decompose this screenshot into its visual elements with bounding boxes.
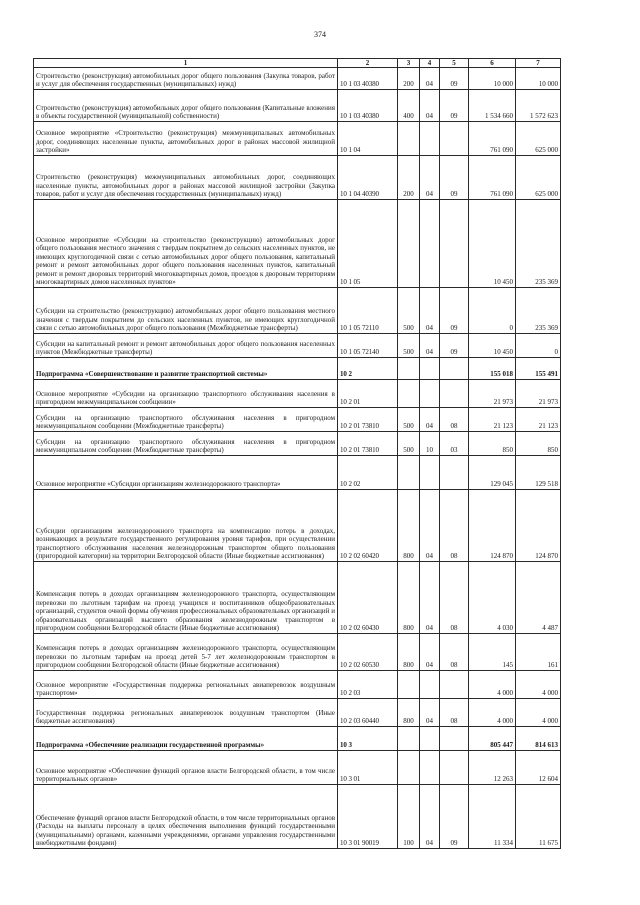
row-sum-2: 11 675 (516, 785, 561, 849)
row-rz: 04 (420, 490, 440, 562)
row-rz (420, 456, 440, 490)
row-vr (398, 380, 420, 408)
row-sum-2: 1 572 623 (516, 90, 561, 122)
row-code: 10 1 05 72110 (338, 288, 398, 334)
row-name: Строительство (реконструкция) межмуниципальных автомобильных дорог, соединяющих населенные пункты, автомобильных дорог в районах массовой жилищной застройки (Закупка товаров, работ и услуг для обеспечения государственных (муниципальных) нужд) (34, 156, 338, 200)
row-sum-1: 761 090 (469, 122, 516, 156)
table-body (34, 68, 561, 849)
row-sum-1: 805 447 (469, 727, 516, 751)
row-vr: 200 (398, 68, 420, 90)
row-sum-1: 761 090 (469, 156, 516, 200)
row-code: 10 1 05 (338, 200, 398, 288)
table-header-row (34, 59, 561, 68)
row-rz (420, 122, 440, 156)
row-pr: 09 (440, 156, 469, 200)
row-vr: 500 (398, 432, 420, 456)
row-pr: 08 (440, 699, 469, 727)
header-col-3: 3 (398, 59, 420, 68)
row-name: Основное мероприятие «Строительство (реконструкция) межмуниципальных автомобильных дорог, соединяющих населенные пункты, автомобильных дорог в районах массовой жилищной застройки» (34, 122, 338, 156)
row-sum-2: 4 487 (516, 562, 561, 634)
row-pr: 09 (440, 334, 469, 358)
row-name: Компенсация потерь в доходах организациям железнодорожного транспорта, осуществляющим перевозки по льготным тарифам на проезд детей 5-7 лет железнодорожным транспортом в пригородном сообщении Белгородской области (Иные бюджетные ассигнования) (34, 634, 338, 671)
header-col-4: 4 (420, 59, 440, 68)
table-row (34, 200, 561, 288)
row-pr: 08 (440, 408, 469, 432)
row-vr: 100 (398, 785, 420, 849)
row-name: Основное мероприятие «Государственная поддержка региональных авиаперевозок воздушным транспортом» (34, 671, 338, 699)
table-row (34, 288, 561, 334)
row-rz: 04 (420, 90, 440, 122)
table-row (34, 334, 561, 358)
row-pr (440, 200, 469, 288)
row-pr (440, 380, 469, 408)
row-code: 10 3 01 (338, 751, 398, 785)
row-vr: 500 (398, 288, 420, 334)
header-col-5: 5 (440, 59, 469, 68)
row-pr: 09 (440, 90, 469, 122)
row-rz: 04 (420, 562, 440, 634)
row-pr: 09 (440, 785, 469, 849)
table-row (34, 562, 561, 634)
row-vr (398, 456, 420, 490)
row-code: 10 2 02 60420 (338, 490, 398, 562)
row-code: 10 2 02 60430 (338, 562, 398, 634)
row-rz: 04 (420, 334, 440, 358)
row-pr: 03 (440, 432, 469, 456)
row-pr: 08 (440, 634, 469, 671)
row-pr: 09 (440, 288, 469, 334)
row-sum-2: 21 123 (516, 408, 561, 432)
row-rz (420, 200, 440, 288)
table-row (34, 432, 561, 456)
row-sum-1: 155 018 (469, 358, 516, 380)
row-sum-2: 155 491 (516, 358, 561, 380)
header-col-1: 1 (34, 59, 338, 68)
row-sum-1: 11 334 (469, 785, 516, 849)
row-sum-2: 21 973 (516, 380, 561, 408)
row-vr: 400 (398, 90, 420, 122)
row-vr: 500 (398, 408, 420, 432)
row-vr (398, 122, 420, 156)
row-name: Субсидии на организацию транспортного обслуживания населения в пригородном межмуниципальном сообщении (Межбюджетные трансферты) (34, 408, 338, 432)
row-name: Субсидии организациям железнодорожного транспорта на компенсацию потерь в доходах, возникающих в результате государственного регулирования уровня тарифов, при осуществлении транспортного обслуживания населения железнодорожным транспортом общего пользования (пригородной категории) на территории Белгородской области (Иные бюджетные ассигнования) (34, 490, 338, 562)
row-sum-2: 235 369 (516, 288, 561, 334)
row-code: 10 2 02 (338, 456, 398, 490)
row-name: Подпрограмма «Обеспечение реализации государственной программы» (34, 727, 338, 751)
row-name: Подпрограмма «Совершенствование и развитие транспортной системы» (34, 358, 338, 380)
row-name: Субсидии на организацию транспортного обслуживания населения в пригородном межмуниципальном сообщении (Межбюджетные трансферты) (34, 432, 338, 456)
row-code: 10 3 (338, 727, 398, 751)
row-sum-1: 850 (469, 432, 516, 456)
row-pr (440, 456, 469, 490)
row-name: Строительство (реконструкция) автомобильных дорог общего пользования (Закупка товаров, работ и услуг для обеспечения государственных (муниципальных) нужд) (34, 68, 338, 90)
row-sum-1: 129 045 (469, 456, 516, 490)
table-row (34, 380, 561, 408)
table-row (34, 490, 561, 562)
row-name: Основное мероприятие «Обеспечение функций органов власти Белгородской области, в том числе территориальных органов» (34, 751, 338, 785)
row-rz: 04 (420, 156, 440, 200)
row-name: Компенсация потерь в доходах организациям железнодорожного транспорта, осуществляющим перевозки по льготным тарифам на проезд учащихся и воспитанников общеобразовательных организаций, студентов очной формы обучения профессиональных образовательных организаций и образовательных организаций высшего образования железнодорожным транспортом в пригородном сообщении Белгородской области (Иные бюджетные ассигнования) (34, 562, 338, 634)
row-sum-1: 4 030 (469, 562, 516, 634)
row-rz (420, 671, 440, 699)
row-code: 10 2 01 73810 (338, 432, 398, 456)
row-code: 10 2 03 (338, 671, 398, 699)
row-code: 10 1 03 40380 (338, 68, 398, 90)
row-rz: 04 (420, 785, 440, 849)
row-pr: 08 (440, 490, 469, 562)
row-name: Основное мероприятие «Субсидии на строительство (реконструкцию) автомобильных дорог общего пользования местного значения с твердым покрытием до сельских населенных пунктов, не имеющих круглогодичной связи с сетью автомобильных дорог общего пользования, капитальный ремонт и ремонт автомобильных дорог общего пользования населенных пунктов, капитальный ремонт и ремонт дворовых территорий многоквартирных домов, проездов к дворовым территориям многоквартирных домов населенных пунктов» (34, 200, 338, 288)
table-row (34, 785, 561, 849)
row-sum-2: 4 000 (516, 699, 561, 727)
header-col-7: 7 (516, 59, 561, 68)
row-vr: 800 (398, 562, 420, 634)
row-sum-2: 4 000 (516, 671, 561, 699)
row-sum-2: 625 000 (516, 156, 561, 200)
table-row (34, 634, 561, 671)
row-name: Субсидии на строительство (реконструкцию) автомобильных дорог общего пользования местного значения с твердым покрытием до сельских населенных пунктов, не имеющих круглогодичной связи с сетью автомобильных дорог общего пользования (Межбюджетные трансферты) (34, 288, 338, 334)
row-pr: 08 (440, 562, 469, 634)
row-sum-1: 124 870 (469, 490, 516, 562)
table-row (34, 68, 561, 90)
row-rz (420, 751, 440, 785)
row-rz: 10 (420, 432, 440, 456)
row-code: 10 2 02 60530 (338, 634, 398, 671)
row-code: 10 1 04 40390 (338, 156, 398, 200)
row-name: Субсидии на капитальный ремонт и ремонт автомобильных дорог общего пользования населенных пунктов (Межбюджетные трансферты) (34, 334, 338, 358)
row-vr (398, 671, 420, 699)
row-sum-2: 0 (516, 334, 561, 358)
row-sum-1: 0 (469, 288, 516, 334)
page-number: 374 (314, 30, 326, 39)
row-name: Строительство (реконструкция) автомобильных дорог общего пользования (Капитальные вложения в объекты государственной (муниципальной) собственности) (34, 90, 338, 122)
row-sum-2: 850 (516, 432, 561, 456)
row-rz: 04 (420, 699, 440, 727)
row-code: 10 2 01 73810 (338, 408, 398, 432)
row-vr (398, 200, 420, 288)
row-sum-2: 12 604 (516, 751, 561, 785)
row-code: 10 2 03 60440 (338, 699, 398, 727)
row-rz: 04 (420, 288, 440, 334)
row-name: Основное мероприятие «Субсидии организациям железнодорожного транспорта» (34, 456, 338, 490)
row-pr (440, 751, 469, 785)
table-row (34, 122, 561, 156)
row-pr (440, 671, 469, 699)
row-sum-1: 21 123 (469, 408, 516, 432)
row-sum-2: 10 000 (516, 68, 561, 90)
row-name: Обеспечение функций органов власти Белгородской области, в том числе территориальных органов (Расходы на выплаты персоналу в целях обеспечения выполнения функций государственными (муниципальными) органами, казенными учреждениями, органами управления государственными внебюджетными фондами) (34, 785, 338, 849)
row-sum-2: 124 870 (516, 490, 561, 562)
row-sum-1: 1 534 660 (469, 90, 516, 122)
row-code: 10 1 03 40380 (338, 90, 398, 122)
row-rz: 04 (420, 68, 440, 90)
row-vr (398, 727, 420, 751)
budget-table (33, 58, 561, 849)
row-rz (420, 727, 440, 751)
row-pr (440, 727, 469, 751)
row-code: 10 3 01 90019 (338, 785, 398, 849)
table-row (34, 727, 561, 751)
table-row (34, 408, 561, 432)
row-code: 10 2 (338, 358, 398, 380)
row-sum-2: 161 (516, 634, 561, 671)
table-row (34, 751, 561, 785)
row-pr: 09 (440, 68, 469, 90)
header-col-2: 2 (338, 59, 398, 68)
row-sum-2: 814 613 (516, 727, 561, 751)
row-vr (398, 358, 420, 380)
row-sum-2: 235 369 (516, 200, 561, 288)
table-row (34, 358, 561, 380)
row-name: Государственная поддержка региональных авиаперевозок воздушным транспортом (Иные бюджетные ассигнования) (34, 699, 338, 727)
row-pr (440, 122, 469, 156)
row-sum-1: 10 000 (469, 68, 516, 90)
table-row (34, 671, 561, 699)
row-sum-1: 4 000 (469, 699, 516, 727)
row-rz: 04 (420, 408, 440, 432)
row-rz: 04 (420, 634, 440, 671)
row-code: 10 1 05 72140 (338, 334, 398, 358)
row-rz (420, 380, 440, 408)
row-pr (440, 358, 469, 380)
row-code: 10 1 04 (338, 122, 398, 156)
table-row (34, 699, 561, 727)
table-row (34, 156, 561, 200)
row-sum-1: 12 263 (469, 751, 516, 785)
row-sum-1: 10 450 (469, 334, 516, 358)
row-vr: 800 (398, 699, 420, 727)
row-vr: 500 (398, 334, 420, 358)
row-vr: 800 (398, 490, 420, 562)
row-vr: 200 (398, 156, 420, 200)
row-vr: 800 (398, 634, 420, 671)
table-row (34, 456, 561, 490)
row-sum-2: 129 518 (516, 456, 561, 490)
row-name: Основное мероприятие «Субсидии на организацию транспортного обслуживания населения в пригородном межмуниципальном сообщении» (34, 380, 338, 408)
row-rz (420, 358, 440, 380)
row-sum-2: 625 000 (516, 122, 561, 156)
row-sum-1: 4 000 (469, 671, 516, 699)
header-col-6: 6 (469, 59, 516, 68)
row-sum-1: 21 973 (469, 380, 516, 408)
row-code: 10 2 01 (338, 380, 398, 408)
table-row (34, 90, 561, 122)
row-sum-1: 145 (469, 634, 516, 671)
row-vr (398, 751, 420, 785)
row-sum-1: 10 450 (469, 200, 516, 288)
